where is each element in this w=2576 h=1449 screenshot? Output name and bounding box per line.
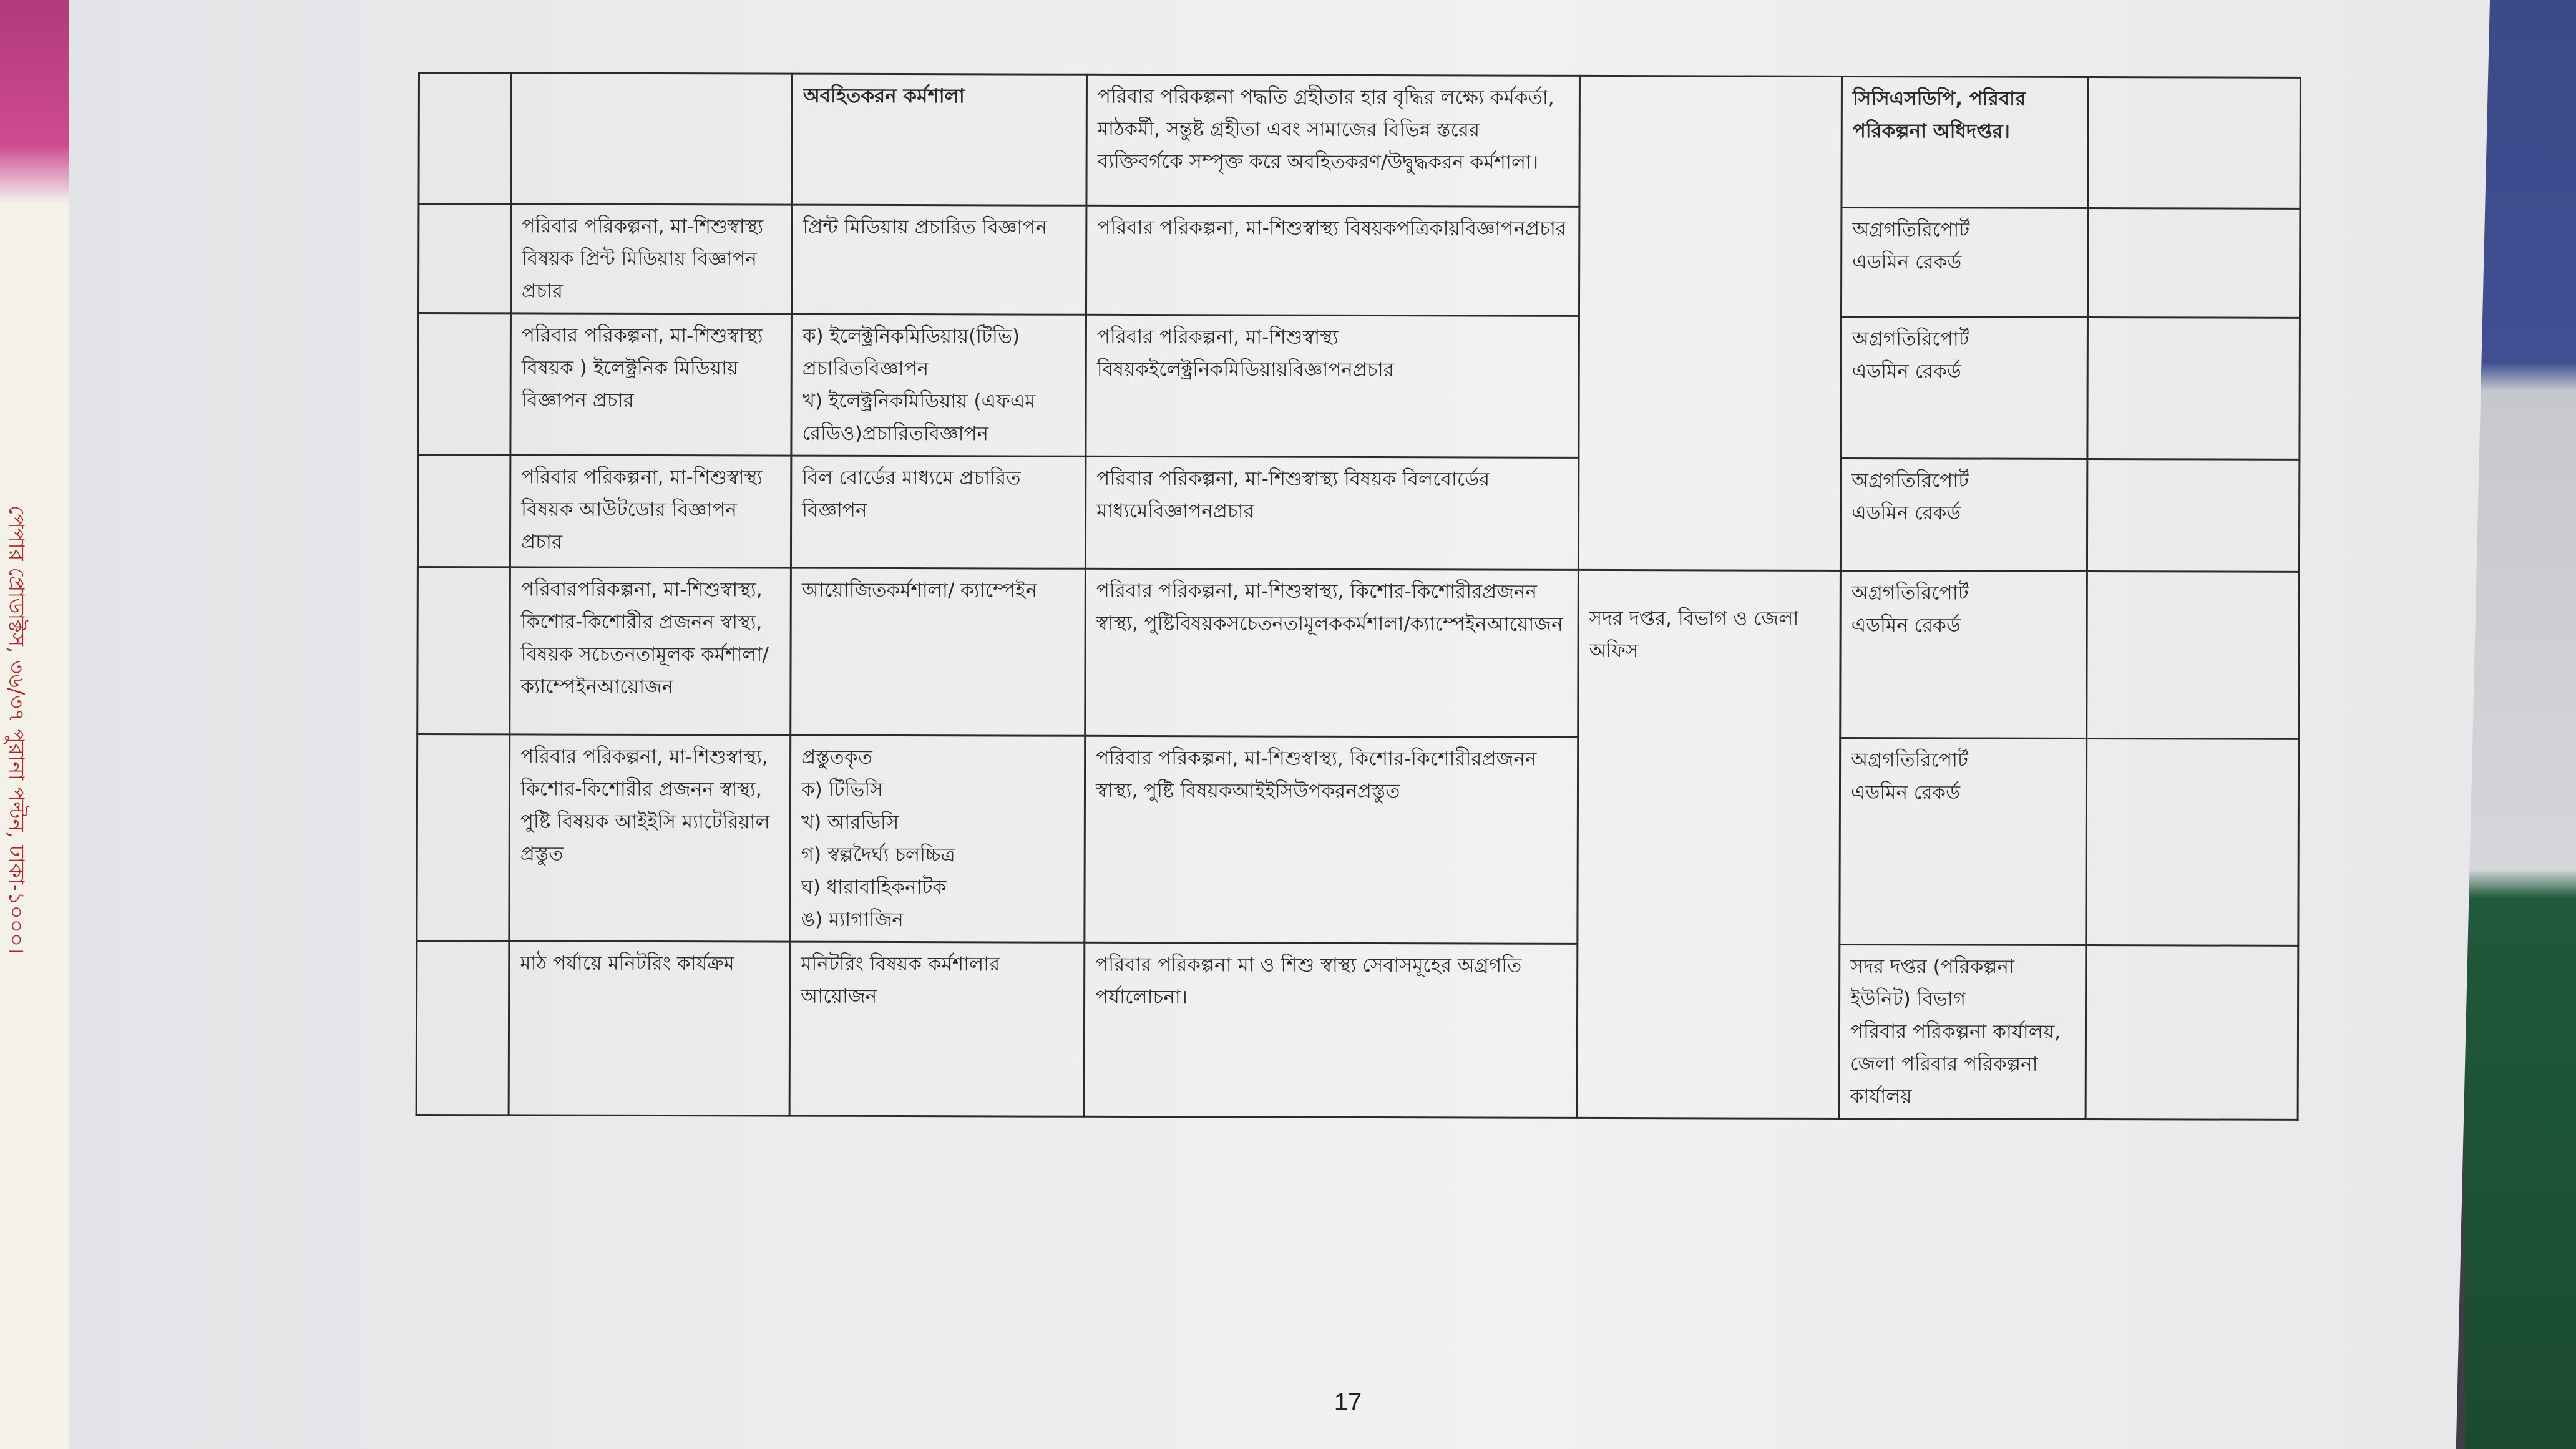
- table-cell: সদর দপ্তর (পরিকল্পনা ইউনিট) বিভাগ পরিবার পরিকল্পনা কার্যালয়, জেলা পরিবার পরিকল্পনা কার্যালয়: [1839, 944, 2086, 1119]
- table-row: [418, 204, 2300, 318]
- table-cell: সিসিএসডিপি, পরিবার পরিকল্পনা অধিদপ্তর।: [1842, 76, 2089, 208]
- table-row: [417, 455, 2299, 572]
- activity-table: [416, 72, 2301, 1121]
- table-cell: অগ্রগতিরিপোর্ট এডমিন রেকর্ড: [1841, 316, 2088, 459]
- table-cell: [417, 567, 510, 734]
- table-cell: আয়োজিতকর্মশালা/ ক্যাম্পেইন: [791, 568, 1086, 736]
- table-cell: প্রিন্ট মিডিয়ায় প্রচারিত বিজ্ঞাপন: [791, 205, 1086, 315]
- table-cell: প্রস্তুতকৃত ক) টিভিসি খ) আরডিসি গ) স্বল্পদৈর্ঘ্য চলচ্চিত্র ঘ) ধারাবাহিকনাটক ঙ) ম্যাগাজিন: [790, 735, 1085, 942]
- office-label: সদর দপ্তর, বিভাগ ও জেলা অফিস: [1589, 607, 1799, 663]
- table-cell: [511, 73, 793, 205]
- table-cell: অবহিতকরন কর্মশালা: [792, 74, 1087, 205]
- table-cell: বিল বোর্ডের মাধ্যমে প্রচারিত বিজ্ঞাপন: [791, 456, 1085, 568]
- table-cell: [417, 734, 510, 941]
- table-cell: অগ্রগতিরিপোর্ট এডমিন রেকর্ড: [1840, 570, 2087, 738]
- table-cell: [2087, 459, 2299, 572]
- table-cell: [2086, 739, 2299, 946]
- table-cell: পরিবার পরিকল্পনা, মা-শিশুস্বাস্থ্য বিষয়ক ) ইলেক্ট্রনিক মিডিয়ায় বিজ্ঞাপন প্রচার: [510, 313, 792, 456]
- table-cell-merged: [1578, 76, 1842, 570]
- table-cell: [418, 204, 510, 313]
- table-cell: মাঠ পর্যায়ে মনিটরিং কার্যক্রম: [509, 941, 790, 1116]
- table-cell: পরিবার পরিকল্পনা, মা-শিশুস্বাস্থ্য, কিশোর-কিশোরীরপ্রজনন স্বাস্থ্য, পুষ্টি বিষয়কআইইসিউপকরনপ্রস্তুত: [1085, 736, 1578, 944]
- table-cell: অগ্রগতিরিপোর্ট এডমিন রেকর্ড: [1840, 458, 2087, 571]
- table-cell: [2087, 572, 2300, 739]
- table-row: [417, 567, 2300, 739]
- table-cell: [2088, 77, 2301, 209]
- table-cell: [2087, 208, 2300, 318]
- table-cell: পরিবার পরিকল্পনা, মা-শিশুস্বাস্থ্য, কিশোর-কিশোরীরপ্রজনন স্বাস্থ্য, পুষ্টিবিষয়কসচেতনতামূলককর্মশালা/ক্যাম্পেইনআয়োজন: [1085, 568, 1579, 737]
- page-number: 17: [1334, 1388, 1362, 1416]
- table-row: [418, 313, 2300, 460]
- table-cell: মনিটরিং বিষয়ক কর্মশালার আয়োজন: [789, 942, 1085, 1116]
- table-cell: অগ্রগতিরিপোর্ট এডমিন রেকর্ড: [1841, 207, 2087, 317]
- table-cell: [2087, 318, 2300, 460]
- table-cell: পরিবার পরিকল্পনা, মা-শিশুস্বাস্থ্য বিষয়ক প্রিন্ট মিডিয়ায় বিজ্ঞাপন প্রচার: [510, 204, 791, 314]
- table-row: [416, 940, 2298, 1120]
- table-row: [417, 734, 2299, 946]
- table-cell: [2086, 945, 2298, 1120]
- table-row: [419, 73, 2301, 209]
- table-cell: পরিবার পরিকল্পনা মা ও শিশু স্বাস্থ্য সেবাসমূহের অগ্রগতি পর্যালোচনা।: [1084, 942, 1578, 1118]
- table-cell-office: [1577, 570, 1840, 1118]
- table-cell: [416, 940, 509, 1115]
- table-cell: পরিবার পরিকল্পনা, মা-শিশুস্বাস্থ্য বিষয়কপত্রিকায়বিজ্ঞাপনপ্রচার: [1086, 205, 1579, 316]
- table-cell: পরিবার পরিকল্পনা পদ্ধতি গ্রহীতার হার বৃদ্ধির লক্ষ্যে কর্মকর্তা, মাঠকর্মী, সন্তুষ্ট গ্রহীতা এবং সামাজের বিভিন্ন স্তরের ব্যক্তিবর্গকে সম্পৃক্ত করে অবহিতকরণ/উদ্বুদ্ধকরন কর্মশালা।: [1086, 74, 1580, 207]
- table-cell: পরিবারপরিকল্পনা, মা-শিশুস্বাস্থ্য, কিশোর-কিশোরীর প্রজনন স্বাস্থ্য, বিষয়ক সচেতনতামূলক কর্মশালা/ক্যাম্পেইনআয়োজন: [510, 567, 791, 735]
- table-cell: অগ্রগতিরিপোর্ট এডমিন রেকর্ড: [1840, 738, 2087, 945]
- table-cell: [419, 73, 512, 204]
- table-cell: ক) ইলেক্ট্রনিকমিডিয়ায়(টিভি) প্রচারিতবিজ্ঞাপন খ) ইলেক্ট্রনিকমিডিয়ায় (এফএম রেডিও)প্রচারিতবিজ্ঞাপন: [791, 314, 1086, 456]
- table-cell: পরিবার পরিকল্পনা, মা-শিশুস্বাস্থ্য, কিশোর-কিশোরীর প্রজনন স্বাস্থ্য, পুষ্টি বিষয়ক আইইসি ম্যাটেরিয়াল প্রস্তুত: [509, 734, 791, 942]
- table-cell: পরিবার পরিকল্পনা, মা-শিশুস্বাস্থ্য বিষয়ক বিলবোর্ডের মাধ্যমেবিজ্ঞাপনপ্রচার: [1085, 456, 1578, 570]
- table-cell: [418, 313, 511, 455]
- table-cell: [417, 455, 510, 567]
- table-cell: পরিবার পরিকল্পনা, মা-শিশুস্বাস্থ্য বিষয়ক আউটডোর বিজ্ঞাপন প্রচার: [510, 455, 791, 568]
- table-cell: পরিবার পরিকল্পনা, মা-শিশুস্বাস্থ্য বিষয়কইলেক্ট্রনিকমিডিয়ায়বিজ্ঞাপনপ্রচার: [1086, 315, 1579, 457]
- spine-title: পেপার প্রোডাক্টস, ৩৬/৩৭ পুরানা পল্টন, ঢাকা-১০০০।: [4, 505, 29, 955]
